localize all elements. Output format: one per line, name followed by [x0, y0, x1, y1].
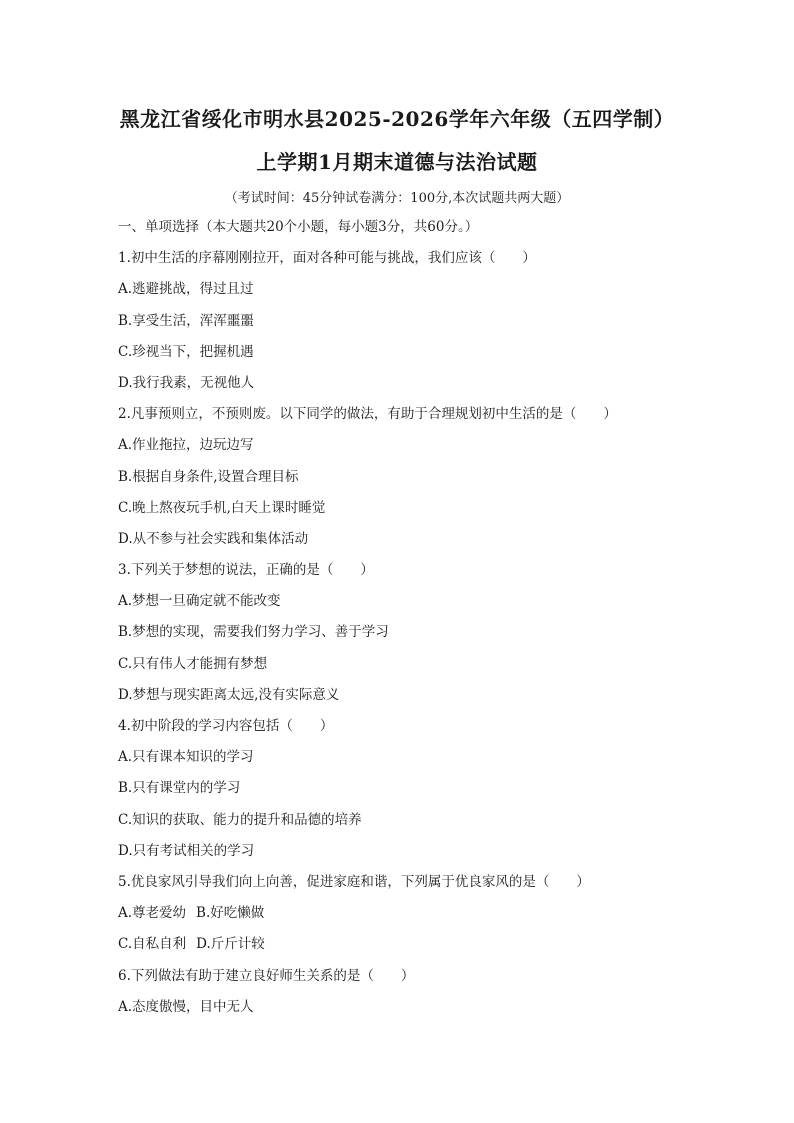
question-option: C.知识的获取、能力的提升和品德的培养 — [118, 811, 362, 828]
question-option: A.作业拖拉，边玩边写 — [118, 437, 254, 454]
question-option: A.逃避挑战，得过且过 — [118, 281, 254, 298]
question-option: B.梦想的实现，需要我们努力学习、善于学习 — [118, 624, 389, 641]
question-option-row — [118, 903, 738, 934]
question-option: B.只有课堂内的学习 — [118, 780, 241, 797]
question-option: A.梦想一旦确定就不能改变 — [118, 593, 281, 610]
question-option: B.享受生活，浑浑噩噩 — [118, 312, 254, 329]
question-option: A.尊老爱幼 — [118, 905, 187, 922]
question-stem: 4.初中阶段的学习内容包括（ ） — [118, 718, 334, 734]
question-stem: 5.优良家风引导我们向上向善，促进家庭和谐，下列属于优良家风的是（ ） — [118, 873, 590, 890]
exam-title-line1: 黑龙江省绥化市明水县2025-2026学年六年级（五四学制） — [119, 107, 675, 131]
question-stem: 1.初中生活的序幕刚刚拉开，面对各种可能与挑战，我们应该（ ） — [118, 250, 536, 267]
question-option: C.珍视当下，把握机遇 — [118, 343, 254, 360]
question-list — [118, 217, 738, 1028]
question-option: D.我行我素，无视他人 — [118, 374, 255, 391]
question-option: B.根据自身条件,设置合理目标 — [118, 468, 299, 485]
question-option: B.好吃懒做 — [196, 905, 265, 922]
question-option: D.只有考试相关的学习 — [118, 842, 255, 859]
question-option: D.梦想与现实距离太远,没有实际意义 — [118, 686, 340, 703]
question-stem: 3.下列关于梦想的说法，正确的是（ ） — [118, 562, 374, 579]
question-option: A.只有课本知识的学习 — [118, 749, 254, 766]
question-option: C.晚上熬夜玩手机,白天上课时睡觉 — [118, 499, 326, 516]
question-option: A.态度傲慢，目中无人 — [118, 998, 254, 1015]
question-option: C.自私自利 — [118, 936, 187, 953]
exam-title-line2: 上学期1月期末道德与法治试题 — [256, 150, 538, 174]
exam-info: （考试时间：45分钟试卷满分：100分,本次试题共两大题） — [224, 191, 570, 206]
question-stem: 6.下列做法有助于建立良好师生关系的是（ ） — [118, 967, 415, 984]
question-stem: 2.凡事预则立，不预则废。以下同学的做法，有助于合理规划初中生活的是（ ） — [118, 406, 617, 423]
question-option-row — [118, 934, 738, 965]
question-option: D.从不参与社会实践和集体活动 — [118, 530, 309, 547]
question-option: C.只有伟人才能拥有梦想 — [118, 655, 268, 672]
section-heading: 一、单项选择（本大题共20个小题，每小题3分，共60分。） — [118, 219, 479, 235]
question-option: D.斤斤计较 — [196, 936, 265, 953]
